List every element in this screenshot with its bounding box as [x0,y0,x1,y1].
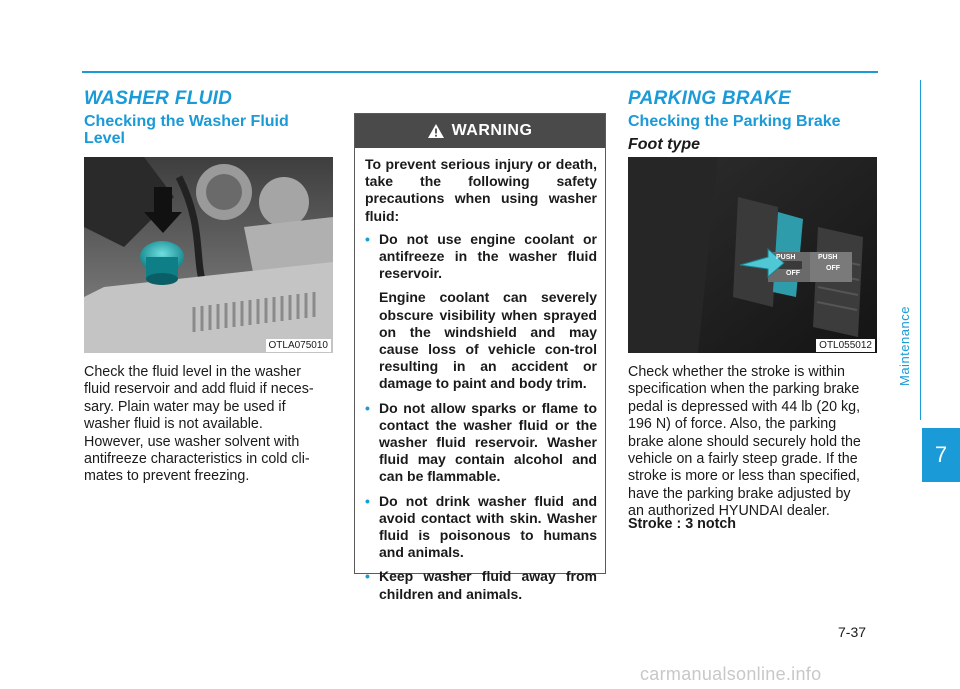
warning-list [365,231,597,603]
parking-body-line: 196 N) of force. Also, the parking [628,416,837,433]
parking-brake-subtitle: Checking the Parking Brake [628,113,841,130]
watermark: carmanualsonline.info [640,664,822,684]
warning-title: WARNING [451,122,533,139]
photo-code-washer: OTLA075010 [266,339,332,352]
washer-fluid-subtitle [84,113,289,147]
pedal-off-label-2: OFF [826,265,840,272]
warning-item-text: Keep washer fluid away from children and animals. [379,568,597,602]
parking-body-line: brake alone should securely hold the [628,433,861,450]
washer-body-line: mates to prevent freezing. [84,468,250,485]
warning-item [365,231,597,393]
parking-brake-title: PARKING BRAKE [628,88,791,109]
warning-item-extra: Engine coolant can severely obscure visibility when sprayed on the windshield and may cause loss of vehicle con-trol resulting in an accident or damage to paint and body trim. [379,289,597,392]
parking-pedal-illustration [628,157,877,353]
warning-body [355,148,605,603]
bullet-icon: • [365,492,370,509]
parking-body-line: an authorized HYUNDAI dealer. [628,503,830,520]
pedal-push-label-1: PUSH [776,254,796,261]
bullet-icon: • [365,230,370,247]
engine-bay-illustration [84,157,333,353]
warning-item [365,400,597,486]
washer-body-line: antifreeze characteristics in cold cli- [84,451,310,468]
warning-item-text: Do not use engine coolant or antifreeze in the washer fluid reservoir. [379,230,597,282]
parking-body-line: specification when the parking brake [628,381,860,398]
parking-brake-body [628,364,877,521]
side-divider [920,80,921,420]
washer-fluid-body [84,364,333,486]
foot-type-label: Foot type [628,136,700,153]
page-number: 7-37 [838,624,867,640]
pedal-off-label-1: OFF [786,270,800,277]
chapter-tab: 7 [922,428,960,482]
washer-reservoir-photo [84,157,333,353]
washer-fluid-subtitle-line-2: Level [84,130,125,147]
parking-brake-photo [628,157,877,353]
bullet-icon: • [365,399,370,416]
warning-item [365,493,597,562]
washer-body-line: Check the fluid level in the washer [84,364,301,380]
washer-body-line: sary. Plain water may be used if [84,398,286,415]
parking-body-line: stroke is more or less than specified, [628,468,861,485]
photo-code-parking: OTL055012 [816,339,875,352]
warning-item-text: Do not drink washer fluid and avoid contact with skin. Washer fluid is poisonous to humans and animals. [379,492,597,561]
washer-fluid-subtitle-line-1: Checking the Washer Fluid [84,113,289,130]
warning-header [355,114,605,148]
top-rule [82,71,878,73]
warning-box [354,113,606,602]
parking-body-line: have the parking brake adjusted by [628,485,851,502]
warning-triangle-icon [428,124,444,138]
chapter-label: Maintenance [897,306,912,386]
parking-body-line: pedal is depressed with 44 lb (20 kg, [628,398,861,415]
washer-body-line: However, use washer solvent with [84,433,300,450]
warning-item-text: Do not allow sparks or flame to contact the washer fluid or the washer fluid reservoir. Washer fluid may contain alcohol and can be flammable. [379,399,597,485]
washer-body-line: washer fluid is not available. [84,416,263,433]
pedal-push-label-2: PUSH [818,254,838,261]
parking-body-line: Check whether the stroke is within [628,364,845,380]
washer-body-line: fluid reservoir and add fluid if neces- [84,381,314,398]
parking-body-line: vehicle on a fairly steep grade. If the [628,451,858,468]
stroke-spec: Stroke : 3 notch [628,516,737,532]
warning-item [365,568,597,602]
bullet-icon: • [365,568,370,585]
washer-fluid-title: WASHER FLUID [84,88,233,109]
warning-intro: To prevent serious injury or death, take the following safety precautions when using washer fluid: [365,156,597,224]
